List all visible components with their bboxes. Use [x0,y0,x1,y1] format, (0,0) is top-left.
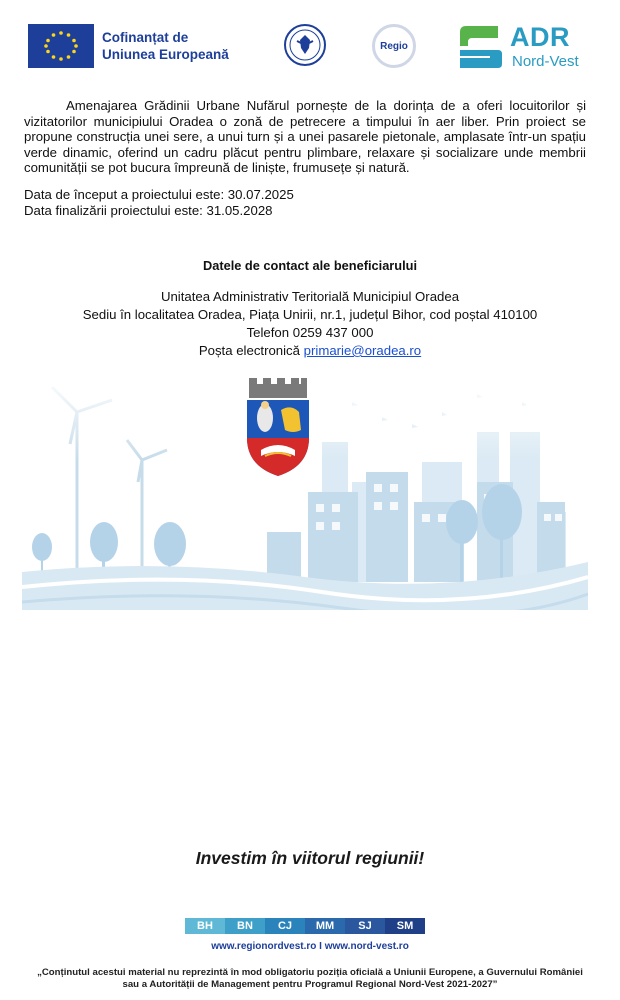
contact-title: Datele de contact ale beneficiarului [202,258,418,273]
adr-subtitle: Nord-Vest [512,53,579,70]
eu-cofunding-text [102,29,229,63]
contact-email-link[interactable]: primarie@oradea.ro [303,343,422,358]
eu-flag-icon [28,24,94,68]
county-bn: BN [225,918,265,934]
contact-email-label: Poșta electronică [198,343,300,358]
eu-line-2: Uniunea Europeană [102,47,229,62]
project-dates [24,187,294,218]
project-start-date: Data de început a proiectului este: 30.07.2025 [24,187,294,202]
contact-email-line [0,343,620,359]
project-end-date: Data finalizării proiectului este: 31.05.2028 [24,202,273,218]
county-bh: BH [185,918,225,934]
disclaimer: „Conținutul acestui material nu reprezintă în mod obligatoriu poziția oficială a Uniunii Europene, a Guvernului României sau a Autorității de Management pentru Programul Regional Nord-Vest 2021-2027” [37,967,583,990]
contact-phone: Telefon 0259 437 000 [246,325,374,340]
county-bar [185,918,425,934]
websites: www.regionordvest.ro I www.nord-vest.ro [211,941,409,952]
adr-title: ADR [510,22,570,52]
adr-symbol-icon [454,22,506,72]
slogan: Investim în viitorul regiunii! [195,848,425,868]
project-description-paragraph: Amenajarea Grădinii Urbane Nufărul pornește de la dorința de a oferi locuitorilor și vizitatorilor municipiului Oradea o zonă de petrecere a timpului în aer liber. Prin proiect se propune construcția unei sere, a unui turn și a unei pasarele pietonale, amplasate într-un spațiu verde dinamic, oferind un cadru plăcut pentru plimbare, relaxare și socializare unde membrii comunității se pot bucura împreună de liniște, frumusețe și natură. [24,98,586,176]
eu-line-1: Cofinanțat de [102,30,189,45]
county-mm: MM [305,918,345,934]
oradea-coat-of-arms-icon [243,378,313,478]
romanian-government-seal-icon [284,24,326,66]
contact-institution: Unitatea Administrativ Teritorială Municipiul Oradea [160,289,460,304]
county-sj: SJ [345,918,385,934]
header-logos [0,18,620,78]
project-description [24,98,586,176]
contact-address: Sediu în localitatea Oradea, Piața Unirii, nr.1, județul Bihor, cod poștal 410100 [82,307,538,322]
beneficiary-contact [0,258,620,361]
county-cj: CJ [265,918,305,934]
regio-logo [372,24,416,68]
county-sm: SM [385,918,425,934]
adr-nord-vest-logo [454,22,594,72]
eu-cofunding-logo [28,24,229,68]
regio-logo-text: Regio [380,40,408,52]
